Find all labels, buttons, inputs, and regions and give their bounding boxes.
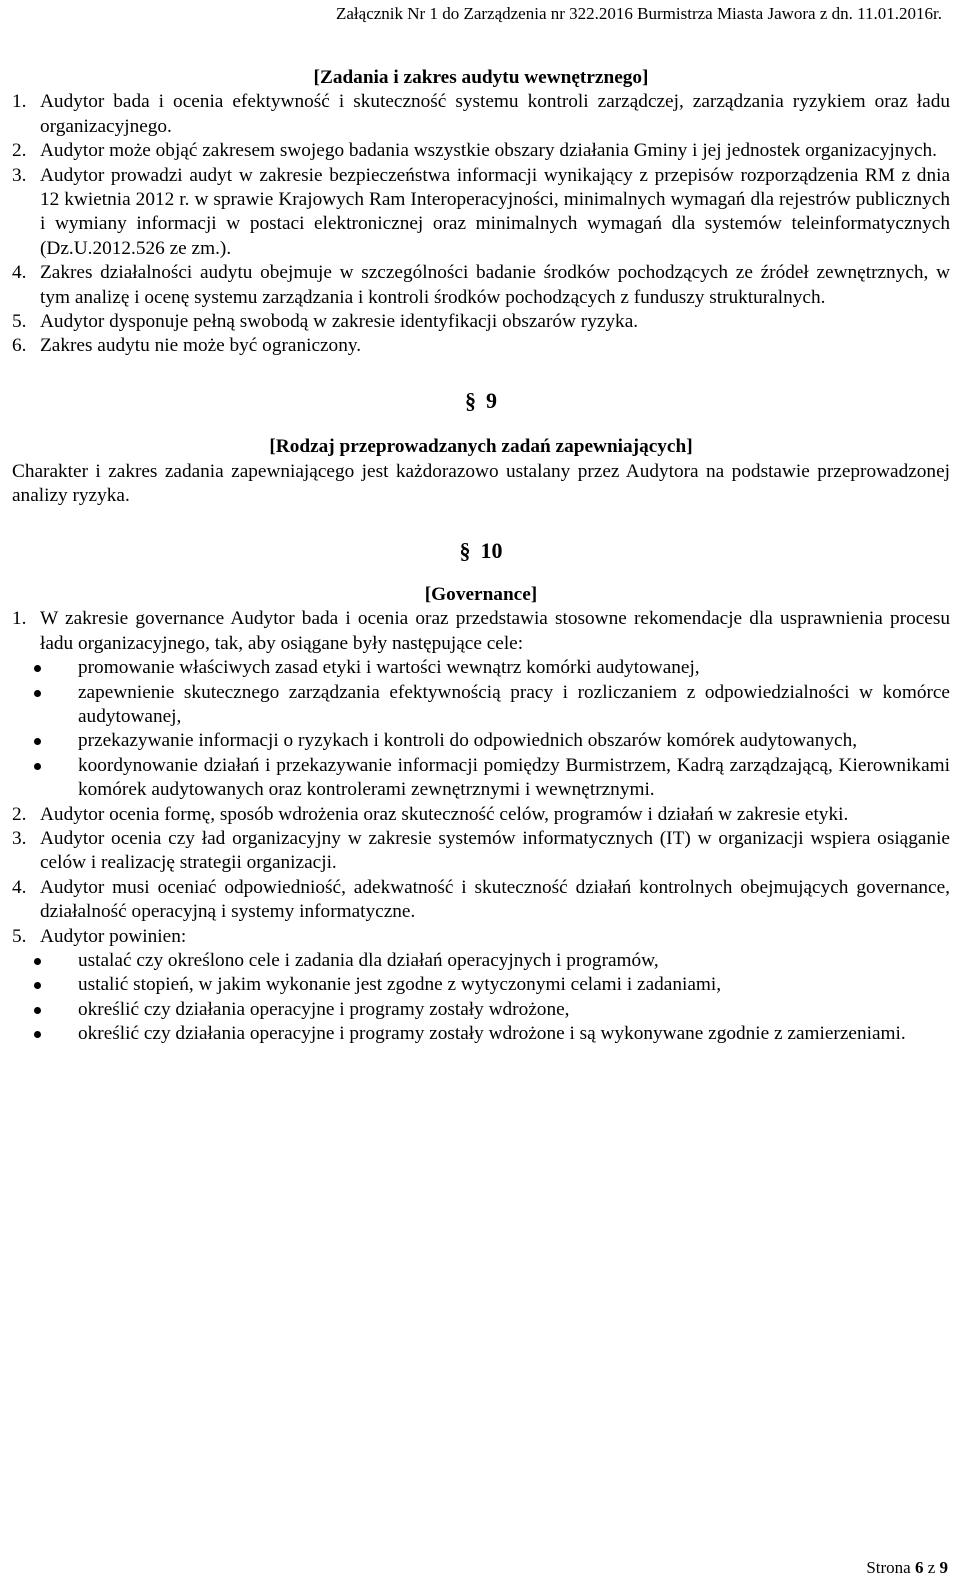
section-8-list: [12, 90, 950, 358]
bullet-icon: [12, 729, 78, 753]
list-item: 5. Audytor dysponuje pełną swobodą w zakresie identyfikacji obszarów ryzyka.: [12, 311, 639, 333]
bullet-item: zapewnienie skutecznego zarządzania efektywnością pracy i rozliczaniem z odpowiedzialności w komórce audytowanej,: [12, 681, 950, 730]
section-9-title: [Rodzaj przeprowadzanych zadań zapewniających]: [269, 436, 693, 458]
bullet-icon: [12, 973, 78, 997]
list-item: 1. Audytor bada i ocenia efektywność i skuteczność systemu kontroli zarządczej, zarządzania ryzykiem oraz ładu organizacyjnego.: [12, 91, 950, 137]
document-body: [12, 66, 950, 1047]
bullet-item: koordynowanie działań i przekazywanie informacji pomiędzy Burmistrzem, Kadrą zarządzającą, Kierownikami komórek audytowanych oraz kontrolerami zewnętrznymi i wewnętrznymi.: [12, 754, 950, 803]
list-item: 4. Zakres działalności audytu obejmuje w szczególności badanie środków pochodzących ze źródeł zewnętrznych, w tym analizę i ocenę systemu zarządzania i kontroli środków pochodzących z funduszy strukturalnych.: [12, 262, 950, 308]
list-item: 2. Audytor może objąć zakresem swojego badania wszystkie obszary działania Gminy i jej jednostek organizacyjnych.: [12, 140, 938, 162]
list-item: 3. Audytor prowadzi audyt w zakresie bezpieczeństwa informacji wynikający z przepisów rozporządzenia RM z dnia 12 kwietnia 2012 r. w sprawie Krajowych Ram Interoperacyjności, minimalnych wymagań dla rejestrów publicznych i wymiany informacji w postaci elektronicznej oraz minimalnych wymagań dla systemów teleinformatycznych (Dz.U.2012.526 ze zm.).: [12, 164, 950, 259]
section-symbol: §: [465, 387, 476, 413]
list-item: 1. W zakresie governance Audytor bada i ocenia oraz przedstawia stosowne rekomendacje dla usprawnienia procesu ładu organizacyjnego, tak, aby osiągane były następujące cele:: [12, 608, 950, 654]
section-8-title: [Zadania i zakres audytu wewnętrznego]: [313, 67, 649, 88]
section-number: 9: [486, 387, 497, 413]
bullet-icon: [12, 656, 78, 680]
bullet-item: ustalić stopień, w jakim wykonanie jest zgodne z wytyczonymi celami i zadaniami,: [12, 973, 950, 997]
bullet-item: ustalać czy określono cele i zadania dla działań operacyjnych i programów,: [12, 949, 950, 973]
section-9-text: Charakter i zakres zadania zapewniającego jest każdorazowo ustalany przez Audytora na podstawie przeprowadzonej analizy ryzyka.: [12, 460, 950, 507]
list-item: 6. Zakres audytu nie może być ograniczony.: [12, 335, 362, 357]
bullet-icon: [12, 681, 78, 730]
list-item: 3. Audytor ocenia czy ład organizacyjny w zakresie systemów informatycznych (IT) w organizacji wspiera osiąganie celów i realizację strategii organizacji.: [12, 827, 950, 874]
bullet-list: [12, 656, 950, 802]
section-symbol: §: [459, 537, 471, 563]
bullet-item: promowanie właściwych zasad etyki i wartości wewnątrz komórki audytowanej,: [12, 656, 950, 680]
section-number: 10: [480, 537, 503, 563]
bullet-icon: [12, 998, 78, 1022]
section-10-title: [Governance]: [424, 583, 538, 605]
section-9-heading: [12, 389, 950, 415]
list-item: 2. Audytor ocenia formę, sposób wdrożenia oraz skuteczność celów, programów i działań w zakresie etyki.: [12, 803, 849, 825]
bullet-icon: [12, 1022, 78, 1046]
page-header: Załącznik Nr 1 do Zarządzenia nr 322.2016 Burmistrza Miasta Jawora z dn. 11.01.2016r.: [336, 4, 942, 23]
bullet-icon: [12, 754, 78, 803]
bullet-icon: [12, 949, 78, 973]
list-item: 5. Audytor powinien:: [12, 925, 187, 947]
section-10-heading: [12, 539, 950, 565]
bullet-item: określić czy działania operacyjne i programy zostały wdrożone i są wykonywane zgodnie z zamierzeniami.: [12, 1022, 950, 1046]
page-number: Strona 6 z 9: [866, 1558, 948, 1577]
list-item: 4. Audytor musi oceniać odpowiedniość, adekwatność i skuteczność działań kontrolnych obejmujących governance, działalność operacyjną i systemy informatyczne.: [12, 876, 950, 923]
bullet-item: określić czy działania operacyjne i programy zostały wdrożone,: [12, 998, 950, 1022]
bullet-list: [12, 949, 950, 1047]
bullet-item: przekazywanie informacji o ryzykach i kontroli do odpowiednich obszarów komórek audytowanych,: [12, 729, 950, 753]
